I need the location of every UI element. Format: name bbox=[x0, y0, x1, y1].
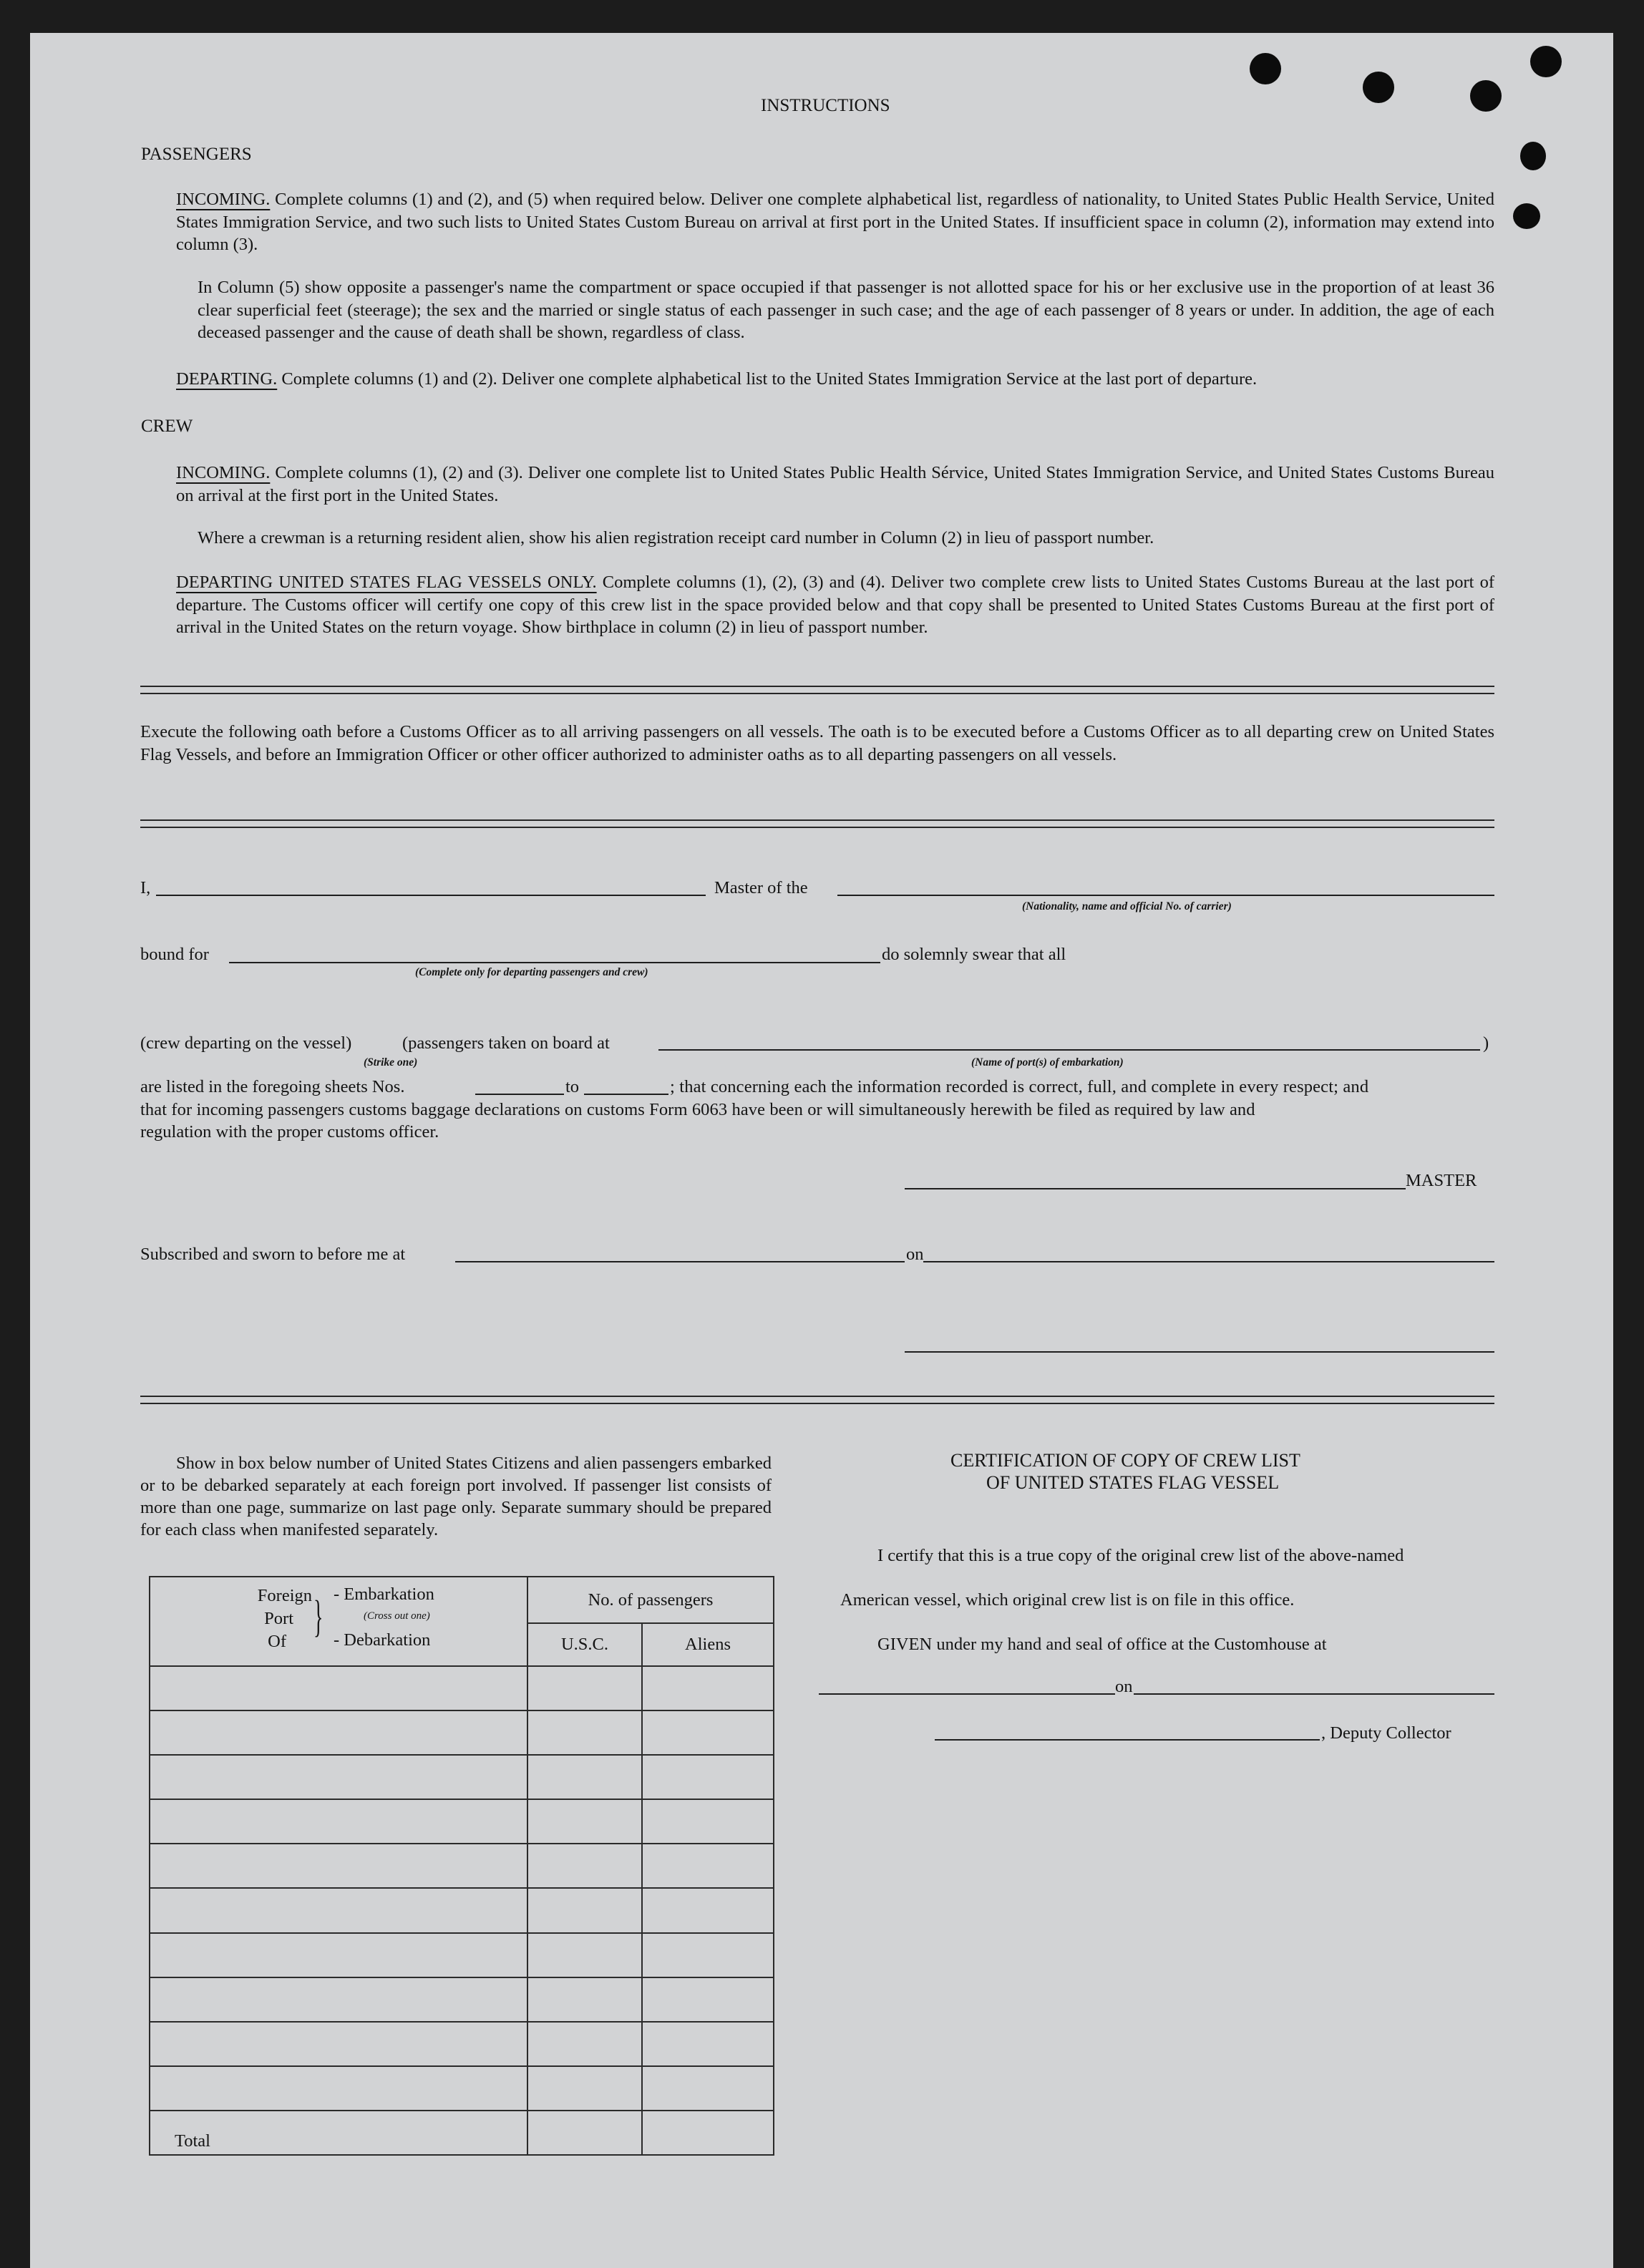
aliens-cell[interactable] bbox=[642, 1933, 774, 1977]
usc-total-cell[interactable] bbox=[527, 2111, 642, 2155]
usc-cell[interactable] bbox=[527, 1888, 642, 1932]
punch-hole bbox=[1530, 46, 1562, 77]
section-divider bbox=[140, 686, 1494, 694]
certify-text: I certify that this is a true copy of the original crew list of the above-named bbox=[877, 1546, 1404, 1565]
listed-rest-text: ; that concerning each the information recorded is correct, full, and complete in every respect; and bbox=[670, 1077, 1369, 1096]
swear-text: do solemnly swear that all bbox=[882, 945, 1066, 964]
port-cell[interactable] bbox=[150, 1888, 527, 1932]
passengers-count-header: No. of passengers bbox=[527, 1577, 774, 1623]
usc-header: U.S.C. bbox=[527, 1623, 642, 1666]
crew-heading: CREW bbox=[141, 417, 193, 436]
col-port: Port bbox=[264, 1609, 293, 1628]
passenger-summary-table bbox=[149, 1576, 774, 2156]
column5-text: In Column (5) show opposite a passenger's name the compartment or space occupied if that passenger is not allotted space for his or her exclusive use in the proportion of at least 36 clear superficial feet (steerage); the sex and the married or single status of each passenger in such case; and the age of each passenger of 8 years or under. In addition, the age of each deceased passenger and the cause of death shall be shown, regardless of class. bbox=[198, 278, 1494, 342]
usc-cell[interactable] bbox=[527, 1977, 642, 2022]
usc-cell[interactable] bbox=[527, 1755, 642, 1799]
total-label: Total bbox=[150, 2111, 527, 2155]
oath-intro-text: Execute the following oath before a Customs Officer as to all arriving passengers on all vessels. The oath is to be executed before a Customs Officer as to all departing crew on United States Flag Vessels, and before an Immigration Officer or other officer authorized to administer oaths as to all departing passengers on all vessels. bbox=[140, 722, 1494, 764]
brace-icon: } bbox=[313, 1592, 324, 1641]
port-hint: (Name of port(s) of embarkation) bbox=[971, 1056, 1124, 1069]
master-label: MASTER bbox=[1406, 1171, 1477, 1190]
col-of: Of bbox=[268, 1632, 286, 1651]
passengers-departing-label: DEPARTING. bbox=[176, 369, 278, 389]
passengers-departing-paragraph bbox=[176, 368, 1494, 391]
section-divider bbox=[140, 1396, 1494, 1404]
bound-for-field[interactable] bbox=[229, 962, 880, 963]
table-row[interactable] bbox=[150, 2066, 774, 2111]
table-row[interactable] bbox=[150, 1977, 774, 2022]
passengers-incoming-text: Complete columns (1) and (2), and (5) when required below. Deliver one complete alphabetical list, regardless of nationality, to United States Public Health Service, United States Immigration Service, and two such lists to United States Custom Bureau on arrival at first port in the United States. If insufficient space in column (2), information may extend into column (3). bbox=[176, 190, 1495, 254]
usc-cell[interactable] bbox=[527, 1710, 642, 1755]
resident-alien-paragraph bbox=[198, 527, 1494, 550]
deputy-collector-label: , Deputy Collector bbox=[1321, 1723, 1451, 1743]
port-cell[interactable] bbox=[150, 1799, 527, 1844]
usc-cell[interactable] bbox=[527, 1666, 642, 1710]
crew-incoming-paragraph bbox=[176, 462, 1494, 507]
sworn-date-field[interactable] bbox=[923, 1261, 1494, 1262]
passengers-incoming-paragraph bbox=[176, 188, 1494, 256]
to-label: to bbox=[565, 1077, 580, 1096]
given-text: GIVEN under my hand and seal of office at the Customhouse at bbox=[877, 1635, 1327, 1654]
embarkation-port-field[interactable] bbox=[658, 1049, 1480, 1051]
flag-vessels-text: Complete columns (1), (2), (3) and (4). Deliver two complete crew lists to United States Customs Bureau at the last port of departure. The Customs officer will certify one copy of this crew list in the space provided below and that copy shall be presented to United States Customs Bureau at the first port of arrival in the United States on the return voyage. Show birthplace in column (2) in lieu of passport number. bbox=[176, 573, 1494, 637]
subscribed-label: Subscribed and sworn to before me at bbox=[140, 1245, 406, 1264]
punch-hole bbox=[1363, 72, 1394, 103]
usc-cell[interactable] bbox=[527, 2022, 642, 2066]
flag-vessels-paragraph bbox=[176, 571, 1494, 639]
bound-for-label: bound for bbox=[140, 945, 209, 964]
aliens-cell[interactable] bbox=[642, 2066, 774, 2111]
usc-cell[interactable] bbox=[527, 2066, 642, 2111]
table-row[interactable] bbox=[150, 1844, 774, 1888]
column5-paragraph bbox=[198, 276, 1494, 344]
table-row[interactable] bbox=[150, 1755, 774, 1799]
sheet-from-field[interactable] bbox=[475, 1094, 564, 1095]
aliens-header: Aliens bbox=[642, 1623, 774, 1666]
punch-hole bbox=[1520, 142, 1546, 170]
summary-intro-text: Show in box below number of United States Citizens and alien passengers embarked or to be debarked separately at each foreign port involved. If passenger list consists of more than one page, summarize on last page only. Separate summary should be prepared for each class when manifested separately. bbox=[140, 1454, 772, 1539]
i-label: I, bbox=[140, 878, 151, 897]
usc-cell[interactable] bbox=[527, 1799, 642, 1844]
section-divider bbox=[140, 819, 1494, 828]
port-cell[interactable] bbox=[150, 1977, 527, 2022]
usc-cell[interactable] bbox=[527, 1933, 642, 1977]
punch-hole bbox=[1513, 203, 1540, 229]
passengers-departing-text: Complete columns (1) and (2). Deliver one complete alphabetical list to the United States Immigration Service at the last port of departure. bbox=[281, 369, 1258, 389]
aliens-cell[interactable] bbox=[642, 2022, 774, 2066]
close-paren: ) bbox=[1483, 1033, 1489, 1053]
certification-title-1: CERTIFICATION OF COPY OF CREW LIST bbox=[950, 1450, 1300, 1471]
cert-date-field[interactable] bbox=[1134, 1693, 1494, 1695]
usc-cell[interactable] bbox=[527, 1844, 642, 1888]
crew-departing-text: (crew departing on the vessel) bbox=[140, 1033, 352, 1053]
debarkation-label: - Debarkation bbox=[334, 1630, 431, 1650]
port-cell[interactable] bbox=[150, 1710, 527, 1755]
customhouse-field[interactable] bbox=[819, 1693, 1115, 1695]
flag-vessels-label: DEPARTING UNITED STATES FLAG VESSELS ONLY. bbox=[176, 573, 597, 592]
officer-signature-field[interactable] bbox=[905, 1351, 1494, 1353]
aliens-cell[interactable] bbox=[642, 1888, 774, 1932]
port-cell[interactable] bbox=[150, 2022, 527, 2066]
american-text: American vessel, which original crew list is on file in this office. bbox=[840, 1590, 1295, 1610]
aliens-cell[interactable] bbox=[642, 1755, 774, 1799]
punch-hole bbox=[1470, 80, 1502, 112]
aliens-cell[interactable] bbox=[642, 1977, 774, 2022]
master-name-field[interactable] bbox=[156, 895, 706, 896]
listed-line2-text: that for incoming passengers customs baggage declarations on customs Form 6063 have been or will simultaneously herewith be filed as required by law and bbox=[140, 1100, 1255, 1119]
table-row[interactable] bbox=[150, 2022, 774, 2066]
carrier-field[interactable] bbox=[837, 895, 1494, 896]
passengers-incoming-label: INCOMING. bbox=[176, 190, 271, 209]
port-cell[interactable] bbox=[150, 2066, 527, 2111]
cert-on-label: on bbox=[1115, 1677, 1133, 1696]
foreign-port-header bbox=[150, 1577, 527, 1666]
oath-intro-paragraph bbox=[140, 721, 1494, 766]
port-cell[interactable] bbox=[150, 1666, 527, 1710]
page-title: INSTRUCTIONS bbox=[761, 96, 890, 115]
sheet-to-field[interactable] bbox=[584, 1094, 668, 1095]
port-cell[interactable] bbox=[150, 1933, 527, 1977]
listed-line3-text: regulation with the proper customs officer. bbox=[140, 1122, 439, 1142]
table-row[interactable] bbox=[150, 1666, 774, 1710]
aliens-cell[interactable] bbox=[642, 1799, 774, 1844]
table-row[interactable] bbox=[150, 1933, 774, 1977]
aliens-cell[interactable] bbox=[642, 1666, 774, 1710]
embarkation-label: - Embarkation bbox=[334, 1585, 434, 1604]
total-row[interactable] bbox=[150, 2111, 774, 2155]
master-of-label: Master of the bbox=[714, 878, 808, 897]
punch-hole bbox=[1250, 53, 1281, 84]
nationality-hint: (Nationality, name and official No. of carrier) bbox=[1022, 900, 1232, 912]
table-row[interactable] bbox=[150, 1799, 774, 1844]
table-row[interactable] bbox=[150, 1888, 774, 1932]
sworn-place-field[interactable] bbox=[455, 1261, 905, 1262]
col-foreign: Foreign bbox=[257, 1586, 312, 1605]
master-signature-field[interactable] bbox=[905, 1188, 1406, 1189]
aliens-cell[interactable] bbox=[642, 1844, 774, 1888]
table-header-row bbox=[150, 1577, 774, 1623]
strike-hint: (Strike one) bbox=[364, 1056, 418, 1069]
listed-start-text: are listed in the foregoing sheets Nos. bbox=[140, 1077, 405, 1096]
table-row[interactable] bbox=[150, 1710, 774, 1755]
aliens-total-cell[interactable] bbox=[642, 2111, 774, 2155]
certification-title-2: OF UNITED STATES FLAG VESSEL bbox=[986, 1472, 1280, 1493]
crew-incoming-text: Complete columns (1), (2) and (3). Deliver one complete list to United States Public Health Sérvice, United States Immigration Service, and United States Customs Bureau on arrival at the first port in the United States. bbox=[176, 463, 1495, 505]
resident-alien-text: Where a crewman is a returning resident alien, show his alien registration receipt card number in Column (2) in lieu of passport number. bbox=[198, 528, 1154, 547]
deputy-collector-signature-field[interactable] bbox=[935, 1739, 1320, 1741]
port-cell[interactable] bbox=[150, 1755, 527, 1799]
crew-incoming-label: INCOMING. bbox=[176, 463, 271, 482]
passengers-heading: PASSENGERS bbox=[141, 145, 252, 164]
passengers-taken-text: (passengers taken on board at bbox=[402, 1033, 610, 1053]
bound-hint: (Complete only for departing passengers and crew) bbox=[415, 966, 648, 978]
summary-intro-paragraph bbox=[140, 1452, 772, 1541]
on-label: on bbox=[906, 1245, 924, 1264]
port-cell[interactable] bbox=[150, 1844, 527, 1888]
cross-out-hint: (Cross out one) bbox=[364, 1610, 430, 1622]
aliens-cell[interactable] bbox=[642, 1710, 774, 1755]
